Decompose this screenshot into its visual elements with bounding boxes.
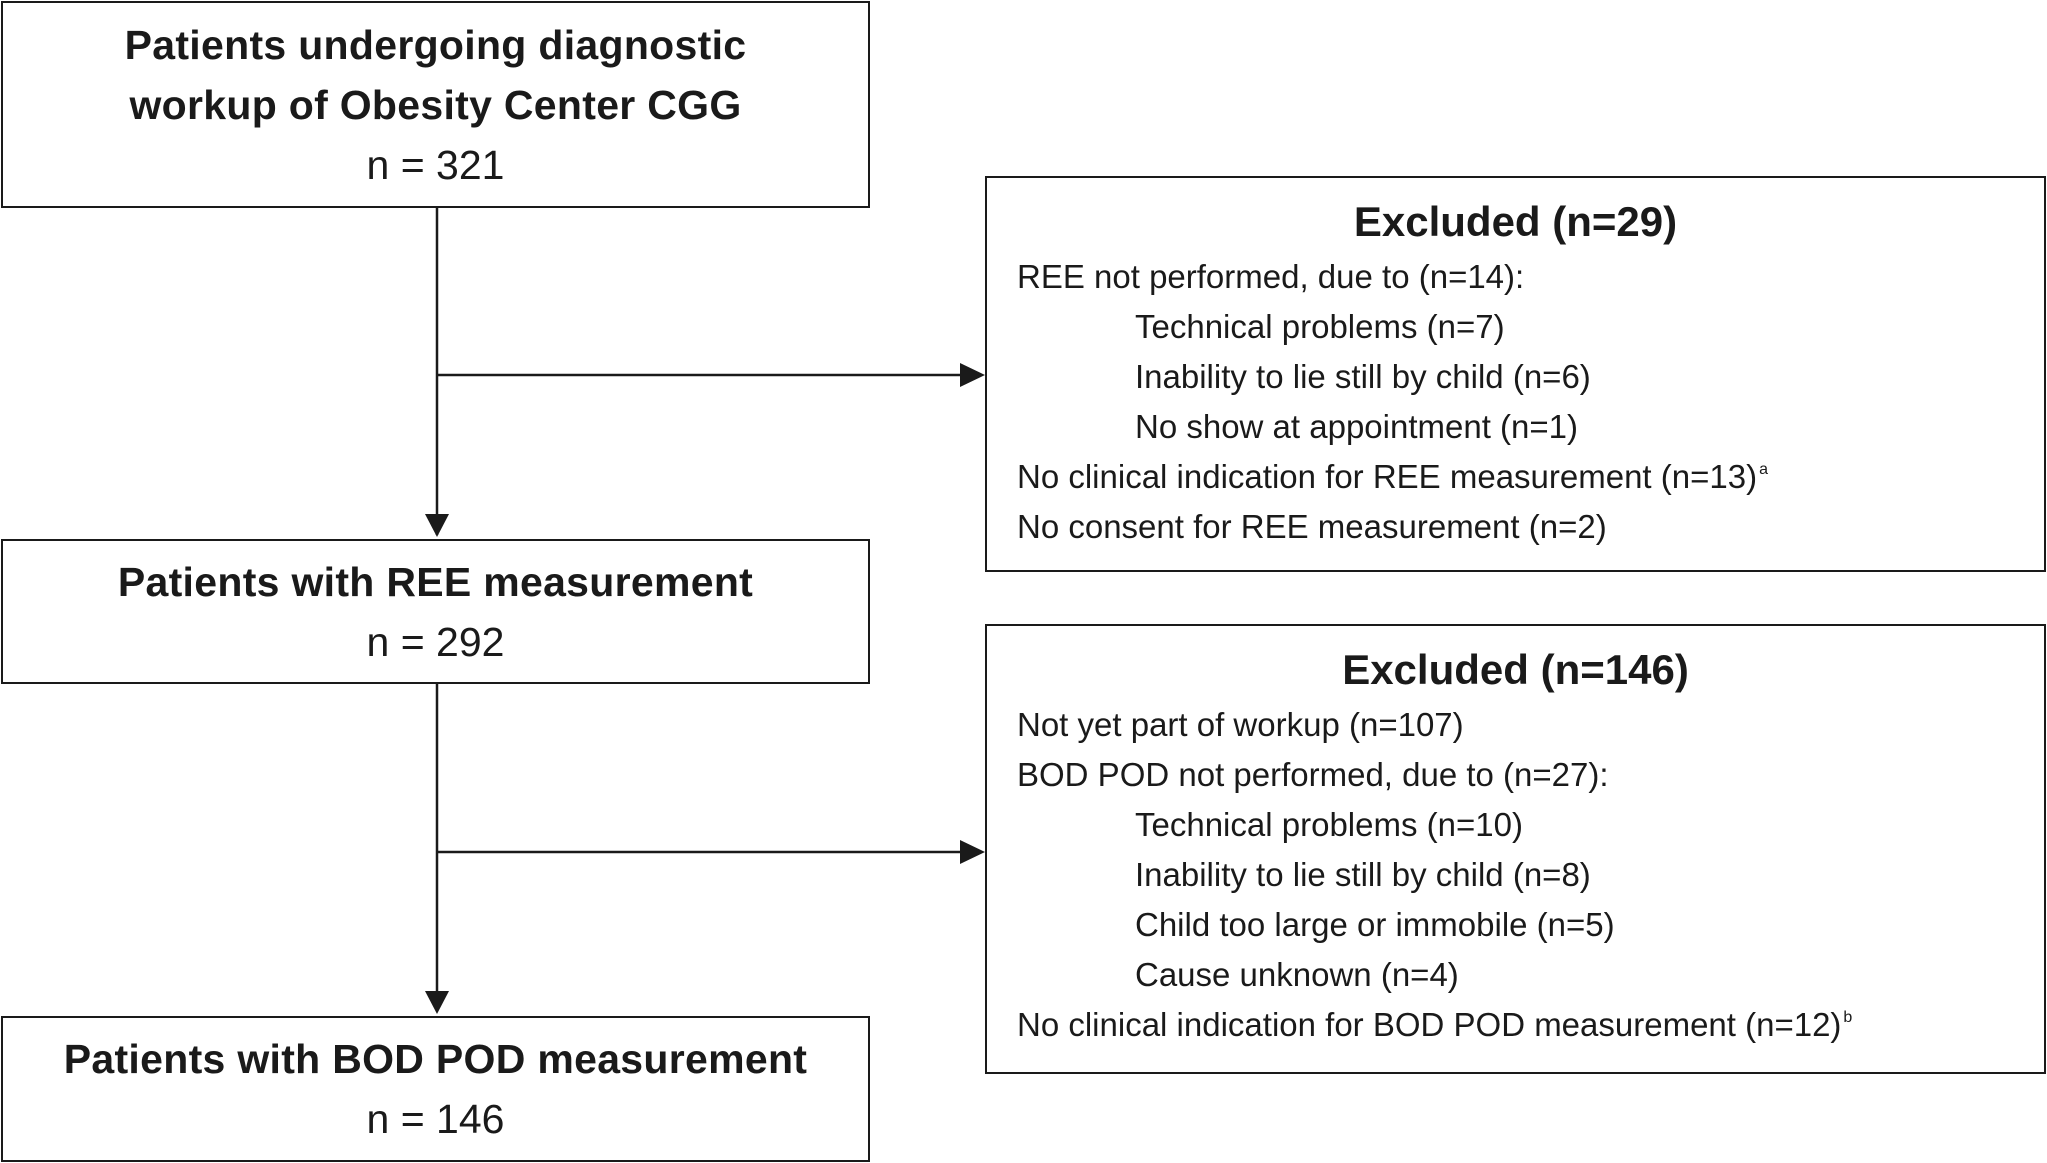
exclusion-1-reason <box>987 452 2044 502</box>
box-bodpod-title: Patients with BOD POD measurement <box>63 1036 808 1082</box>
exclusion-2-reason: Not yet part of workup (n=107) <box>1017 706 1464 743</box>
exclusion-2-subreason: Inability to lie still by child (n=8) <box>1135 856 1591 893</box>
arrowhead-exclusion-2 <box>960 840 985 864</box>
box-bodpod-patients <box>1 1016 870 1162</box>
exclusion-1-subreason: Inability to lie still by child (n=6) <box>1135 358 1591 395</box>
exclusion-2-reason: BOD POD not performed, due to (n=27): <box>1017 756 1609 793</box>
box-start-title-line1: Patients undergoing diagnostic <box>124 21 747 68</box>
box-start-patients <box>1 1 870 208</box>
footnote-mark-b: b <box>1843 1009 1853 1026</box>
arrowhead-exclusion-1 <box>960 363 985 387</box>
box-ree-count: n = 292 <box>366 618 505 665</box>
exclusion-2-subreason: Child too large or immobile (n=5) <box>1135 906 1615 943</box>
exclusion-2-subreason: Cause unknown (n=4) <box>1135 956 1459 993</box>
exclusion-2-title: Excluded (n=146) <box>1342 646 1689 693</box>
exclusion-1-reason: REE not performed, due to (n=14): <box>1017 258 1525 295</box>
box-ree-title: Patients with REE measurement <box>117 558 754 605</box>
box-exclusion-1 <box>985 176 2046 572</box>
arrowhead-ree <box>425 514 449 537</box>
exclusion-1-title: Excluded (n=29) <box>1353 198 1678 245</box>
arrowhead-bodpod <box>425 991 449 1014</box>
exclusion-2-subreason: Technical problems (n=10) <box>1135 806 1523 843</box>
footnote-mark-a: a <box>1759 461 1768 478</box>
box-start-count: n = 321 <box>366 141 505 188</box>
box-ree-patients <box>1 539 870 684</box>
exclusion-1-reason-text: No clinical indication for REE measurement (n=13) <box>1017 458 1758 495</box>
exclusion-1-reason: No consent for REE measurement (n=2) <box>1017 508 1607 545</box>
box-exclusion-2 <box>985 624 2046 1074</box>
exclusion-2-reason-text: No clinical indication for BOD POD measurement (n=12) <box>1017 1006 1842 1043</box>
exclusion-2-reason <box>987 1000 2044 1050</box>
exclusion-1-subreason: Technical problems (n=7) <box>1135 308 1505 345</box>
box-start-title-line2: workup of Obesity Center CGG <box>129 81 742 128</box>
box-bodpod-count: n = 146 <box>366 1096 505 1142</box>
exclusion-1-subreason: No show at appointment (n=1) <box>1135 408 1579 445</box>
